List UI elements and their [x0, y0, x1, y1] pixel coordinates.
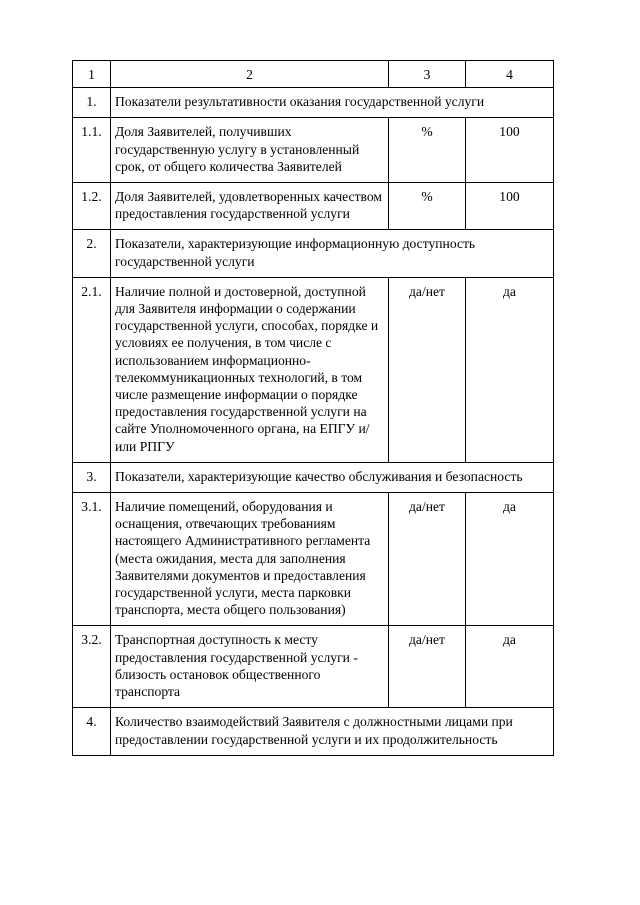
header-col-1: 1	[73, 61, 111, 88]
row-number: 1.2.	[73, 183, 111, 230]
table-row-section	[73, 88, 554, 118]
row-number: 2.	[73, 230, 111, 277]
indicator-value: да	[466, 493, 554, 626]
indicator-unit: %	[389, 183, 466, 230]
table-row	[73, 118, 554, 183]
table-row	[73, 493, 554, 626]
header-col-3: 3	[389, 61, 466, 88]
indicator-text: Транспортная доступность к месту предоставления государственной услуги - близость остановок общественного транспорта	[111, 626, 389, 708]
indicators-table	[72, 60, 554, 756]
row-number: 3.	[73, 462, 111, 492]
row-number: 3.2.	[73, 626, 111, 708]
section-title: Показатели, характеризующие качество обслуживания и безопасность	[111, 462, 554, 492]
header-col-4: 4	[466, 61, 554, 88]
indicator-value: да	[466, 277, 554, 462]
indicator-text: Доля Заявителей, получивших государственную услугу в установленный срок, от общего количества Заявителей	[111, 118, 389, 183]
table-row	[73, 277, 554, 462]
indicator-value: 100	[466, 183, 554, 230]
indicator-text: Доля Заявителей, удовлетворенных качеством предоставления государственной услуги	[111, 183, 389, 230]
row-number: 3.1.	[73, 493, 111, 626]
indicator-unit: %	[389, 118, 466, 183]
table-row-section	[73, 708, 554, 755]
table-row	[73, 183, 554, 230]
header-col-2: 2	[111, 61, 389, 88]
table-row-section	[73, 230, 554, 277]
row-number: 4.	[73, 708, 111, 755]
indicator-value: да	[466, 626, 554, 708]
row-number: 1.1.	[73, 118, 111, 183]
row-number: 1.	[73, 88, 111, 118]
table-row	[73, 626, 554, 708]
section-title: Показатели результативности оказания государственной услуги	[111, 88, 554, 118]
indicator-unit: да/нет	[389, 626, 466, 708]
indicator-value: 100	[466, 118, 554, 183]
table-header-row	[73, 61, 554, 88]
indicator-text: Наличие помещений, оборудования и оснащения, отвечающих требованиям настоящего Административного регламента (места ожидания, места для заполнения Заявителями документов и предоставления государственной услуги, места парковки транспорта, места общего пользования)	[111, 493, 389, 626]
row-number: 2.1.	[73, 277, 111, 462]
section-title: Показатели, характеризующие информационную доступность государственной услуги	[111, 230, 554, 277]
indicator-unit: да/нет	[389, 277, 466, 462]
indicator-text: Наличие полной и достоверной, доступной для Заявителя информации о содержании государственной услуги, способах, порядке и условиях ее получения, в том числе с использованием информационно-телекоммуникационных технологий, в том числе размещение информации о порядке предоставления государственной услуги на сайте Уполномоченного органа, на ЕПГУ и/или РПГУ	[111, 277, 389, 462]
section-title: Количество взаимодействий Заявителя с должностными лицами при предоставлении государственной услуги и их продолжительность	[111, 708, 554, 755]
table-row-section	[73, 462, 554, 492]
indicator-unit: да/нет	[389, 493, 466, 626]
